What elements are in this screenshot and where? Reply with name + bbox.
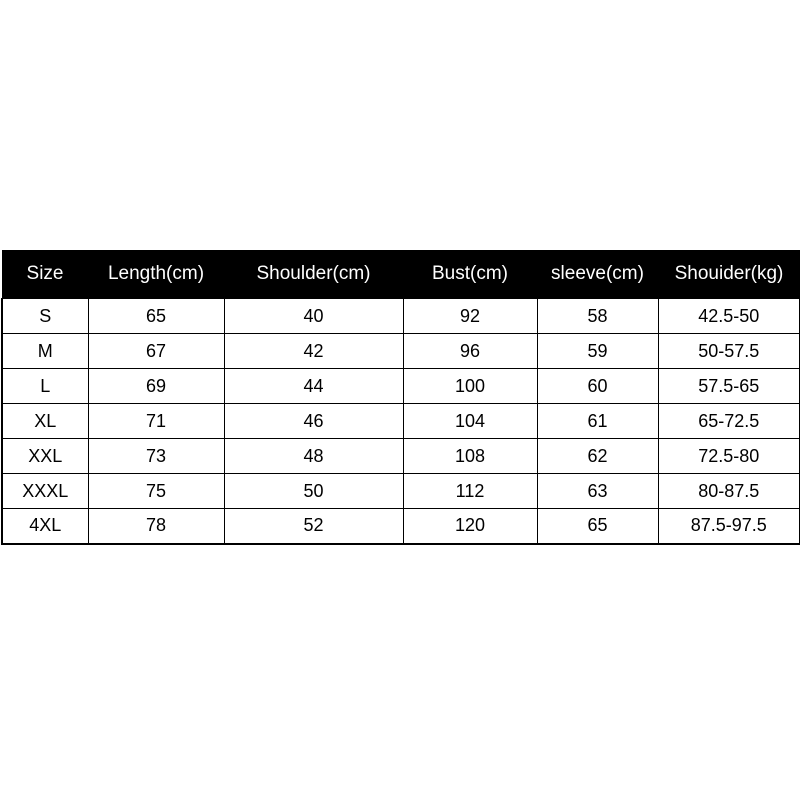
cell-bust: 112 xyxy=(403,474,537,509)
header-sleeve: sleeve(cm) xyxy=(537,250,658,299)
size-chart-table xyxy=(1,250,800,545)
table-header-row xyxy=(2,250,800,299)
header-length: Length(cm) xyxy=(88,250,224,299)
cell-size: L xyxy=(2,369,88,404)
cell-sleeve: 59 xyxy=(537,334,658,369)
cell-shoulder: 52 xyxy=(224,509,403,544)
table-row xyxy=(2,334,800,369)
cell-weight: 72.5-80 xyxy=(658,439,800,474)
table-row xyxy=(2,404,800,439)
cell-weight: 57.5-65 xyxy=(658,369,800,404)
cell-sleeve: 58 xyxy=(537,299,658,334)
cell-sleeve: 61 xyxy=(537,404,658,439)
cell-bust: 104 xyxy=(403,404,537,439)
cell-bust: 96 xyxy=(403,334,537,369)
cell-shoulder: 40 xyxy=(224,299,403,334)
header-shoulder: Shoulder(cm) xyxy=(224,250,403,299)
cell-length: 65 xyxy=(88,299,224,334)
cell-bust: 108 xyxy=(403,439,537,474)
cell-shoulder: 46 xyxy=(224,404,403,439)
table-row xyxy=(2,509,800,544)
cell-bust: 100 xyxy=(403,369,537,404)
cell-shoulder: 50 xyxy=(224,474,403,509)
cell-sleeve: 62 xyxy=(537,439,658,474)
cell-length: 75 xyxy=(88,474,224,509)
header-size: Size xyxy=(2,250,88,299)
cell-sleeve: 65 xyxy=(537,509,658,544)
cell-size: XXL xyxy=(2,439,88,474)
cell-shoulder: 48 xyxy=(224,439,403,474)
cell-length: 78 xyxy=(88,509,224,544)
cell-weight: 42.5-50 xyxy=(658,299,800,334)
cell-weight: 50-57.5 xyxy=(658,334,800,369)
cell-weight: 65-72.5 xyxy=(658,404,800,439)
cell-sleeve: 63 xyxy=(537,474,658,509)
cell-size: S xyxy=(2,299,88,334)
table-row xyxy=(2,369,800,404)
cell-size: 4XL xyxy=(2,509,88,544)
header-bust: Bust(cm) xyxy=(403,250,537,299)
cell-size: XXXL xyxy=(2,474,88,509)
table-row xyxy=(2,474,800,509)
header-weight: Shouider(kg) xyxy=(658,250,800,299)
cell-length: 69 xyxy=(88,369,224,404)
table-row xyxy=(2,299,800,334)
cell-size: M xyxy=(2,334,88,369)
table-row xyxy=(2,439,800,474)
cell-weight: 80-87.5 xyxy=(658,474,800,509)
cell-shoulder: 44 xyxy=(224,369,403,404)
cell-size: XL xyxy=(2,404,88,439)
cell-length: 67 xyxy=(88,334,224,369)
cell-bust: 92 xyxy=(403,299,537,334)
cell-bust: 120 xyxy=(403,509,537,544)
cell-length: 71 xyxy=(88,404,224,439)
cell-shoulder: 42 xyxy=(224,334,403,369)
cell-sleeve: 60 xyxy=(537,369,658,404)
cell-weight: 87.5-97.5 xyxy=(658,509,800,544)
cell-length: 73 xyxy=(88,439,224,474)
